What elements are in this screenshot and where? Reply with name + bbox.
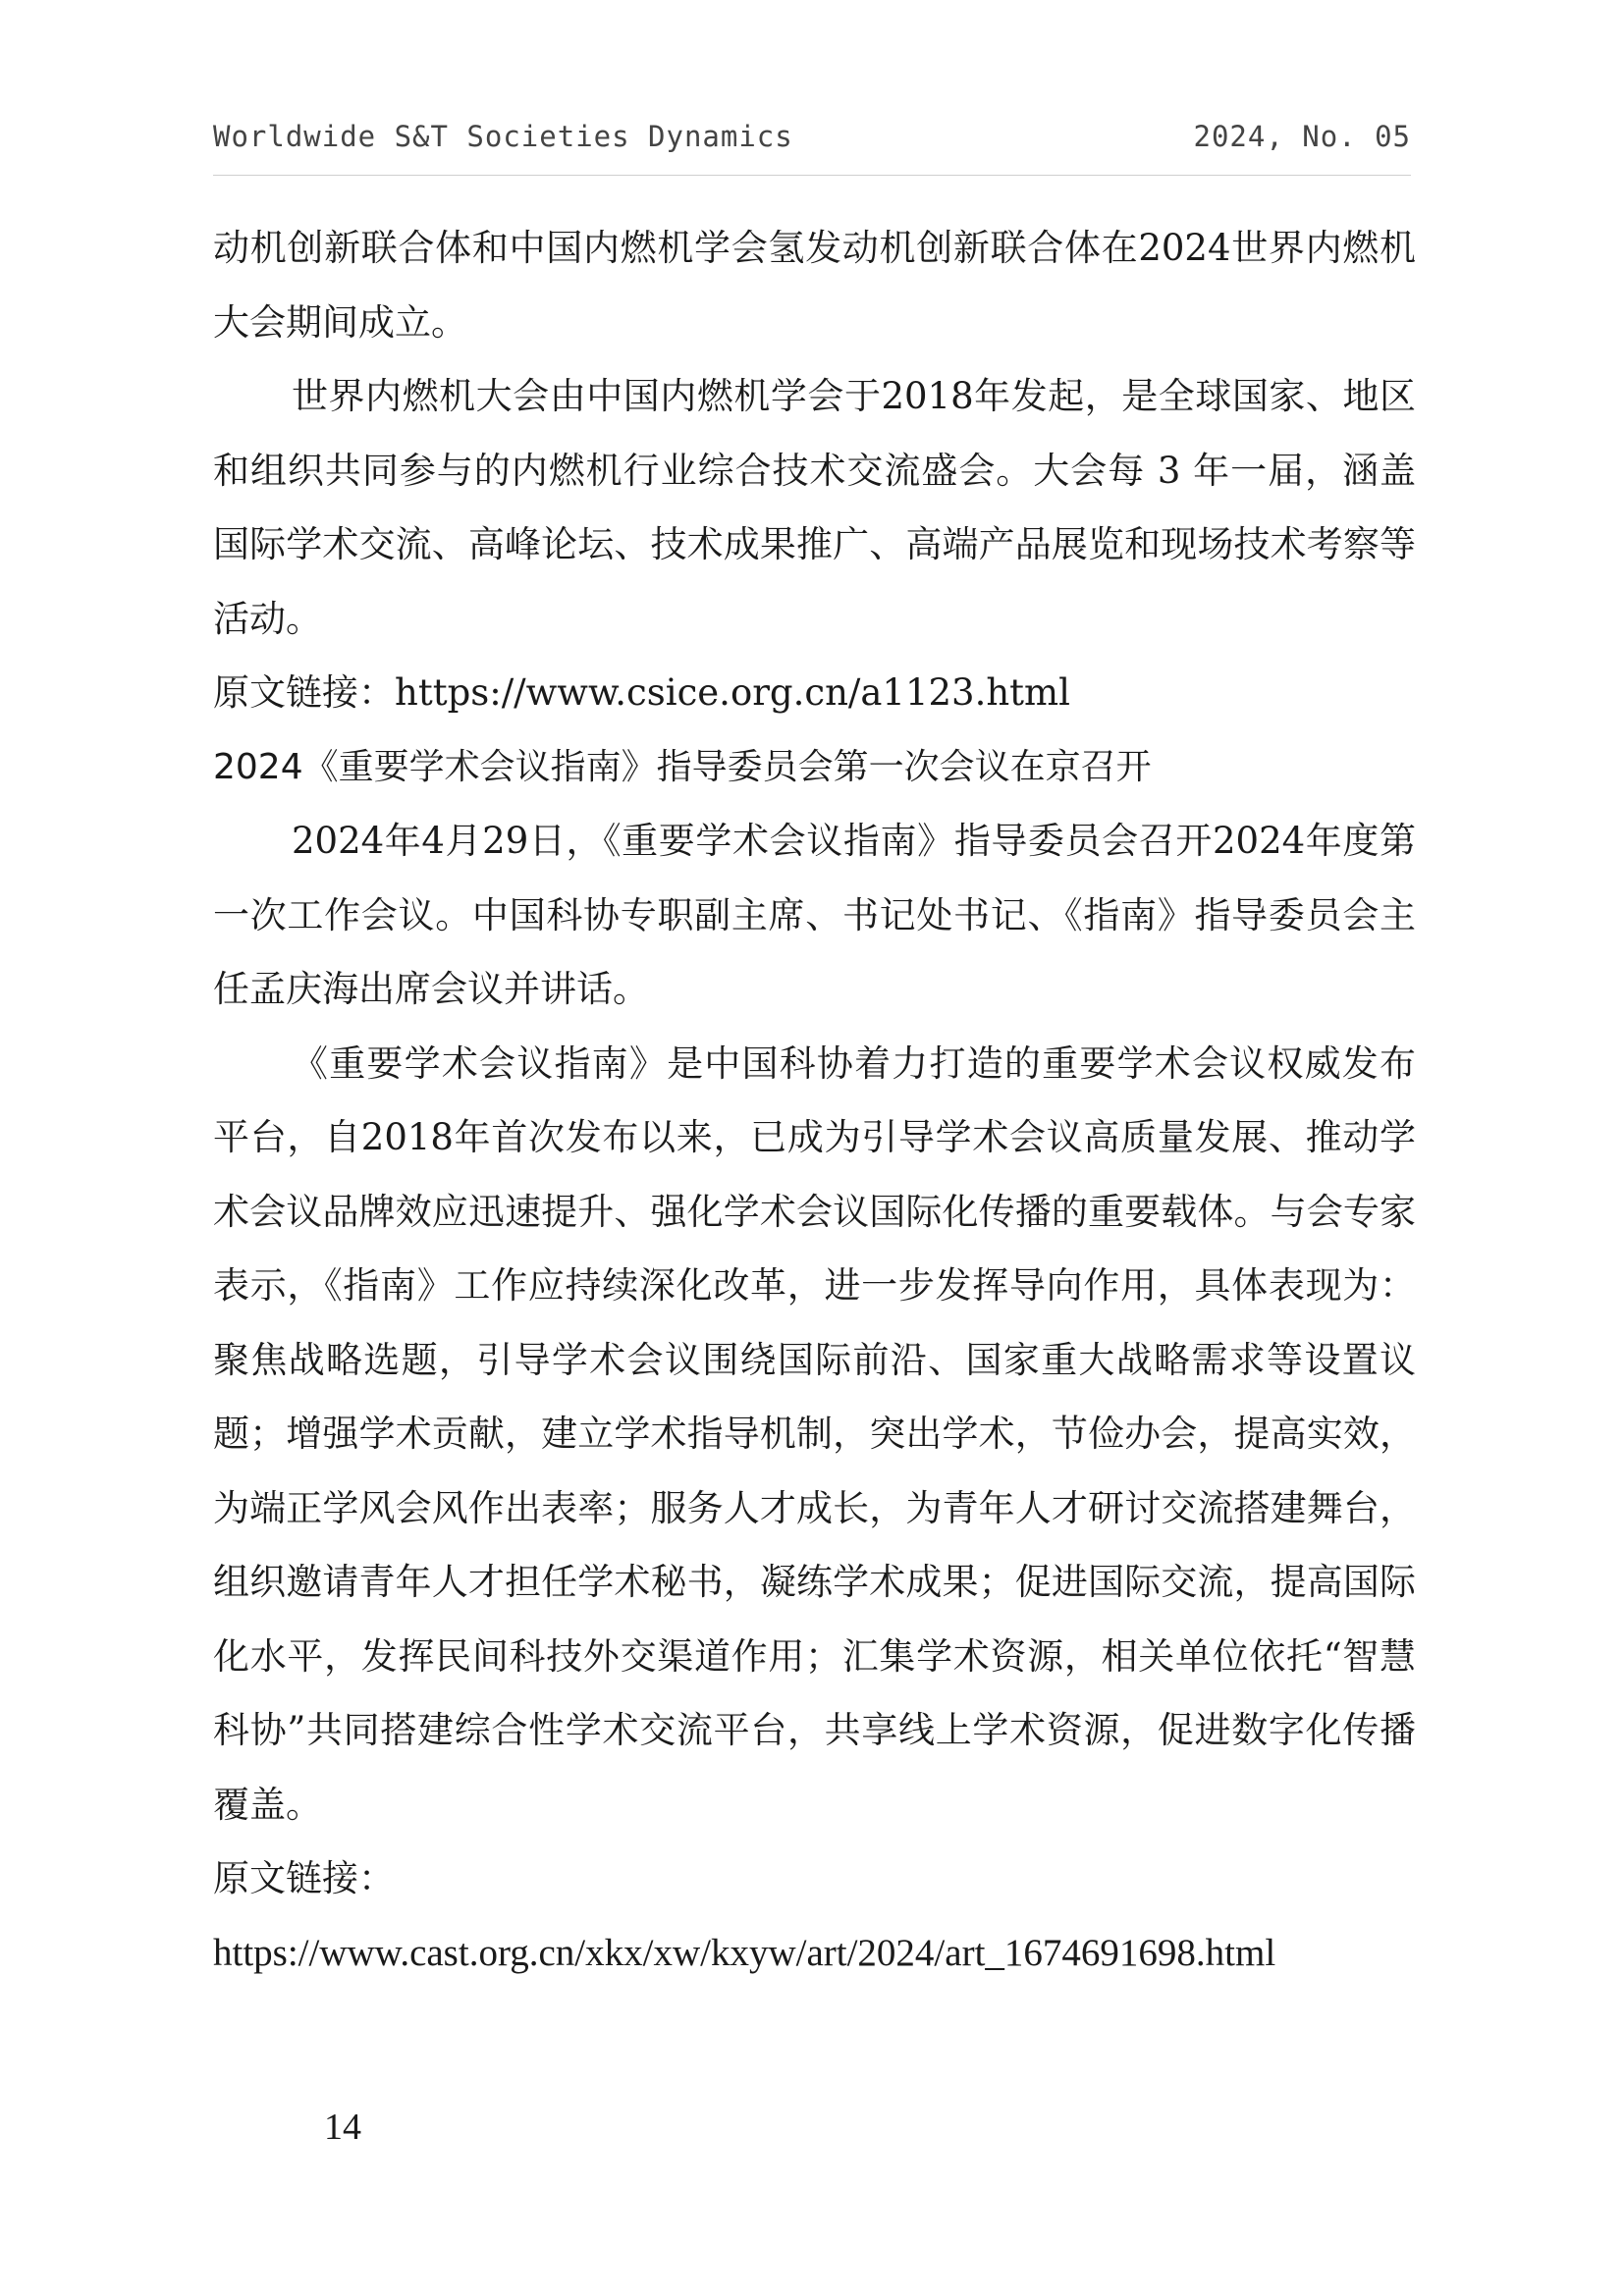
paragraph-meeting: 2024年4月29日，《重要学术会议指南》指导委员会召开2024年度第一次工作会议。中国科协专职副主席、书记处书记、《指南》指导委员会主任孟庆海出席会议并讲话。 <box>213 820 1416 1010</box>
journal-title: Worldwide S&T Societies Dynamics <box>213 120 793 153</box>
running-header <box>213 120 1411 159</box>
paragraph-conference-intro: 世界内燃机大会由中国内燃机学会于2018年发起，是全球国家、地区和组织共同参与的内燃机行业综合技术交流盛会。大会每 3 年一届，涵盖国际学术交流、高峰论坛、技术成果推广、高端产品展览和现场技术考察等活动。 <box>213 375 1416 640</box>
source-link-2-label: 原文链接： <box>213 1857 395 1899</box>
page-number: 14 <box>324 2107 361 2148</box>
source-link-1[interactable]: 原文链接：https://www.csice.org.cn/a1123.html <box>213 671 1070 714</box>
source-link-2-url[interactable]: https://www.cast.org.cn/xkx/xw/kxyw/art/2024/art_1674691698.html <box>213 1931 1276 1974</box>
issue-number: 2024, No. 05 <box>1193 120 1411 153</box>
header-divider <box>213 175 1411 176</box>
paragraph-guide: 《重要学术会议指南》是中国科协着力打造的重要学术会议权威发布平台，自2018年首次发布以来，已成为引导学术会议高质量发展、推动学术会议品牌效应迅速提升、强化学术会议国际化传播的重要载体。与会专家表示，《指南》工作应持续深化改革，进一步发挥导向作用，具体表现为：聚焦战略选题，引导学术会议围绕国际前沿、国家重大战略需求等设置议题；增强学术贡献，建立学术指导机制，突出学术，节俭办会，提高实效，为端正学风会风作出表率；服务人才成长，为青年人才研讨交流搭建舞台，组织邀请青年人才担任学术秘书，凝练学术成果；促进国际交流，提高国际化水平，发挥民间科技外交渠道作用；汇集学术资源，相关单位依托“智慧科协”共同搭建综合性学术交流平台，共享线上学术资源，促进数字化传播覆盖。 <box>213 1041 1416 1826</box>
article-heading: 2024《重要学术会议指南》指导委员会第一次会议在京召开 <box>213 746 1152 787</box>
paragraph-continued: 动机创新联合体和中国内燃机学会氢发动机创新联合体在2024世界内燃机大会期间成立。 <box>213 227 1416 344</box>
article-body <box>213 211 1416 1990</box>
